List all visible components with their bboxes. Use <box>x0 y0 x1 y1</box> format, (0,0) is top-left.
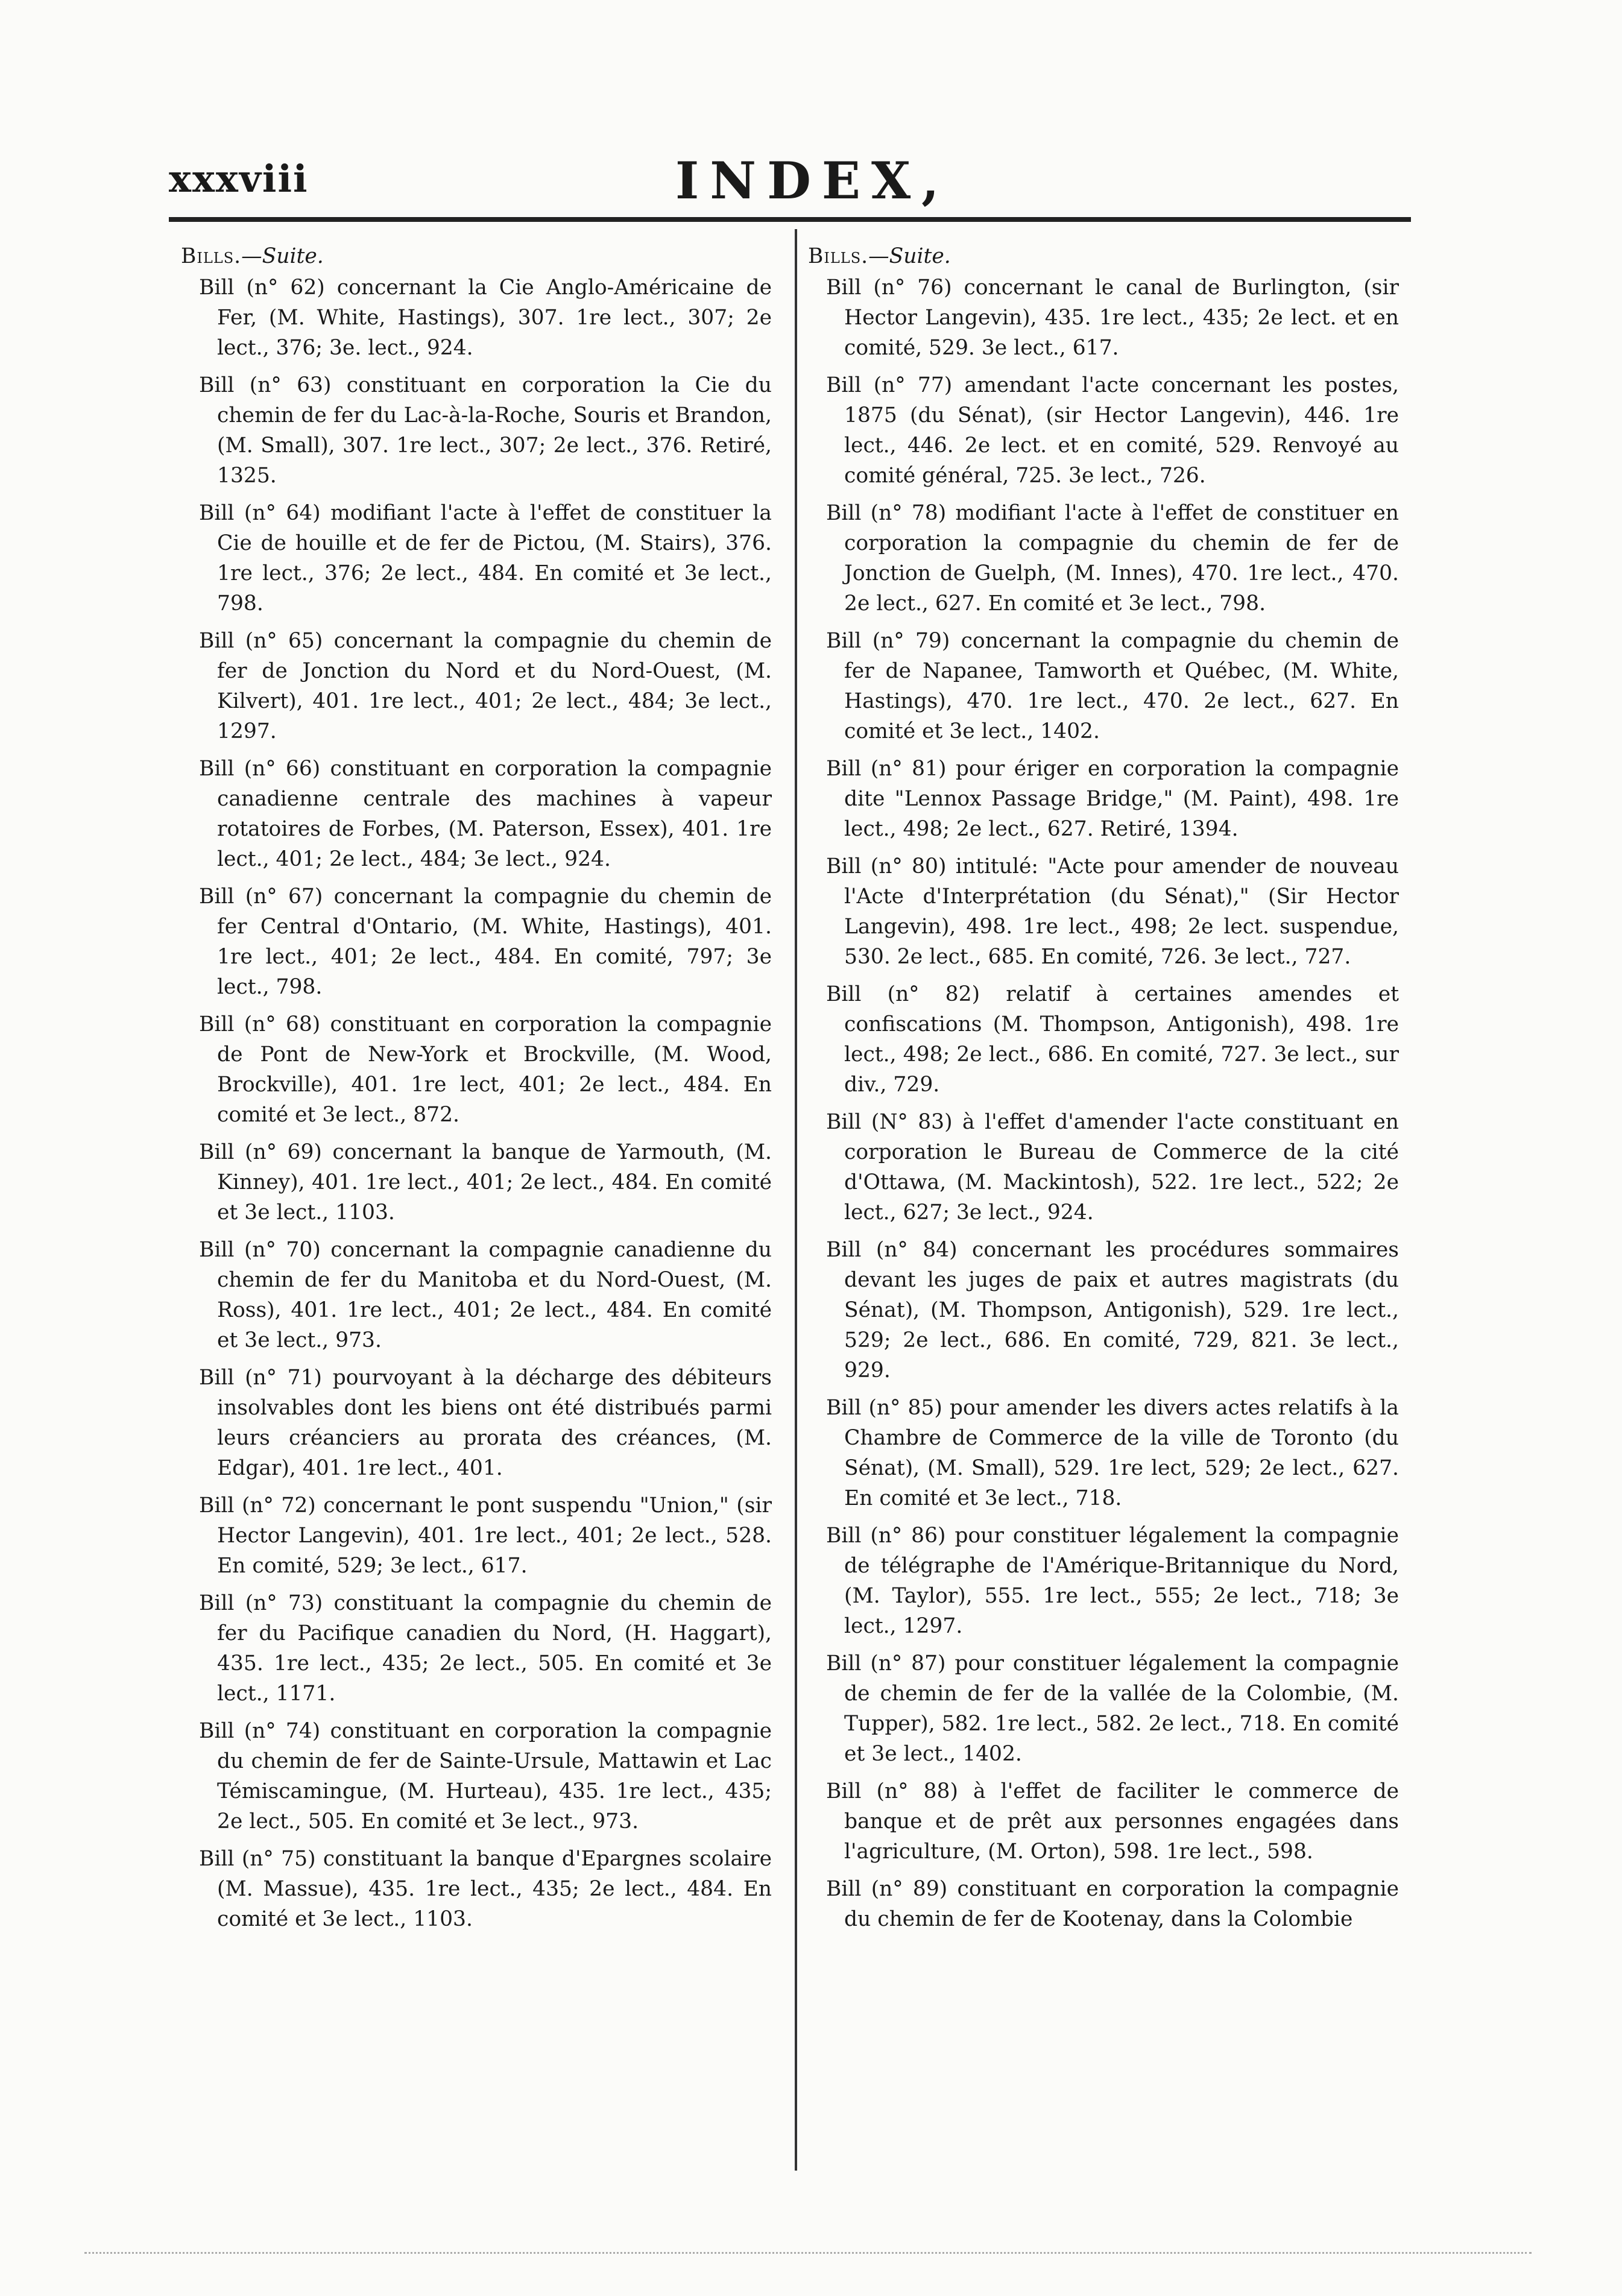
right-column <box>808 241 1399 1941</box>
index-entry: Bill (n° 70) concernant la compagnie canadienne du chemin de fer du Manitoba et du Nord-Ouest, (M. Ross), 401. 1re lect., 401; 2e lect., 484. En comité et 3e lect., 973. <box>199 1238 772 1352</box>
index-entry: Bill (n° 84) concernant les procédures sommaires devant les juges de paix et autres magistrats (du Sénat), (M. Thompson, Antigonish), 529. 1re lect., 529; 2e lect., 686. En comité, 729, 821. 3e lect., 929. <box>826 1238 1399 1383</box>
index-entry: Bill (n° 80) intitulé: "Acte pour amender de nouveau l'Acte d'Interprétation (du Sénat)," (Sir Hector Langevin), 498. 1re lect., 498; 2e lect. suspendue, 530. 2e lect., 685. En comité, 726. 3e lect., 727. <box>826 854 1399 969</box>
index-entry: Bill (n° 85) pour amender les divers actes relatifs à la Chambre de Commerce de la ville de Toronto (du Sénat), (M. Small), 529. 1re lect, 529; 2e lect., 627. En comité et 3e lect., 718. <box>826 1396 1399 1510</box>
section-suffix: —Suite. <box>868 244 951 268</box>
index-entry: Bill (n° 76) concernant le canal de Burlington, (sir Hector Langevin), 435. 1re lect., 435; 2e lect. et en comité, 529. 3e lect., 617. <box>826 276 1399 360</box>
page-title: INDEX, <box>675 151 950 210</box>
index-entry: Bill (n° 81) pour ériger en corporation la compagnie dite "Lennox Passage Bridge," (M. Paint), 498. 1re lect., 498; 2e lect., 627. Retiré, 1394. <box>826 757 1399 841</box>
index-entry: Bill (n° 74) constituant en corporation la compagnie du chemin de fer de Sainte-Ursule, Mattawin et Lac Témiscamingue, (M. Hurteau), 435. 1re lect., 435; 2e lect., 505. En comité et 3e lect., 973. <box>199 1719 772 1834</box>
header-rule <box>169 217 1411 222</box>
index-entry: Bill (n° 71) pourvoyant à la décharge des débiteurs insolvables dont les biens ont été distribués parmi leurs créanciers au prorata des créances, (M. Edgar), 401. 1re lect., 401. <box>199 1366 772 1480</box>
section-label: Bills. <box>181 244 242 268</box>
index-entry: Bill (n° 67) concernant la compagnie du chemin de fer Central d'Ontario, (M. White, Hastings), 401. 1re lect., 401; 2e lect., 484. En comité, 797; 3e lect., 798. <box>199 885 772 999</box>
index-entry: Bill (n° 66) constituant en corporation la compagnie canadienne centrale des machines à vapeur rotatoires de Forbes, (M. Paterson, Essex), 401. 1re lect., 401; 2e lect., 484; 3e lect., 924. <box>199 757 772 871</box>
index-entry: Bill (n° 65) concernant la compagnie du chemin de fer de Jonction du Nord et du Nord-Ouest, (M. Kilvert), 401. 1re lect., 401; 2e lect., 484; 3e lect., 1297. <box>199 629 772 743</box>
section-heading <box>808 241 1399 271</box>
index-entry: Bill (N° 83) à l'effet d'amender l'acte constituant en corporation le Bureau de Commerce de la cité d'Ottawa, (M. Mackintosh), 522. 1re lect., 522; 2e lect., 627; 3e lect., 924. <box>826 1110 1399 1225</box>
left-column <box>181 241 772 1941</box>
column-divider <box>795 229 797 2171</box>
index-entry: Bill (n° 89) constituant en corporation la compagnie du chemin de fer de Kootenay, dans la Colombie <box>826 1877 1399 1931</box>
index-entry: Bill (n° 77) amendant l'acte concernant les postes, 1875 (du Sénat), (sir Hector Langevin), 446. 1re lect., 446. 2e lect. et en comité, 529. Renvoyé au comité général, 725. 3e lect., 726. <box>826 373 1399 488</box>
index-entry: Bill (n° 69) concernant la banque de Yarmouth, (M. Kinney), 401. 1re lect., 401; 2e lect., 484. En comité et 3e lect., 1103. <box>199 1140 772 1225</box>
section-heading <box>181 241 772 271</box>
section-suffix: —Suite. <box>241 244 324 268</box>
index-entry: Bill (n° 62) concernant la Cie Anglo-Américaine de Fer, (M. White, Hastings), 307. 1re lect., 307; 2e lect., 376; 3e. lect., 924. <box>199 276 772 360</box>
index-entry: Bill (n° 72) concernant le pont suspendu "Union," (sir Hector Langevin), 401. 1re lect., 401; 2e lect., 528. En comité, 529; 3e lect., 617. <box>199 1493 772 1578</box>
index-entry: Bill (n° 79) concernant la compagnie du chemin de fer de Napanee, Tamworth et Québec, (M. White, Hastings), 470. 1re lect., 470. 2e lect., 627. En comité et 3e lect., 1402. <box>826 629 1399 743</box>
index-entry: Bill (n° 64) modifiant l'acte à l'effet de constituer la Cie de houille et de fer de Pictou, (M. Stairs), 376. 1re lect., 376; 2e lect., 484. En comité et 3e lect., 798. <box>199 501 772 616</box>
index-entry: Bill (n° 87) pour constituer légalement la compagnie de chemin de fer de la vallée de la Colombie, (M. Tupper), 582. 1re lect., 582. 2e lect., 718. En comité et 3e lect., 1402. <box>826 1651 1399 1766</box>
index-entry: Bill (n° 75) constituant la banque d'Epargnes scolaire (M. Massue), 435. 1re lect., 435; 2e lect., 484. En comité et 3e lect., 1103. <box>199 1847 772 1931</box>
index-entry: Bill (n° 73) constituant la compagnie du chemin de fer du Pacifique canadien du Nord, (H. Haggart), 435. 1re lect., 435; 2e lect., 505. En comité et 3e lect., 1171. <box>199 1591 772 1706</box>
index-entry: Bill (n° 86) pour constituer légalement la compagnie de télégraphe de l'Amérique-Britannique du Nord, (M. Taylor), 555. 1re lect., 555; 2e lect., 718; 3e lect., 1297. <box>826 1524 1399 1638</box>
footer-rule <box>84 2252 1532 2254</box>
section-label: Bills. <box>808 244 869 268</box>
index-entry: Bill (n° 82) relatif à certaines amendes et confiscations (M. Thompson, Antigonish), 498. 1re lect., 498; 2e lect., 686. En comité, 727. 3e lect., sur div., 729. <box>826 982 1399 1097</box>
entry-list <box>808 273 1399 1934</box>
page-number: xxxviii <box>169 157 309 201</box>
index-entry: Bill (n° 88) à l'effet de faciliter le commerce de banque et de prêt aux personnes engagées dans l'agriculture, (M. Orton), 598. 1re lect., 598. <box>826 1779 1399 1864</box>
entry-list <box>181 273 772 1934</box>
index-entry: Bill (n° 68) constituant en corporation la compagnie de Pont de New-York et Brockville, (M. Wood, Brockville), 401. 1re lect, 401; 2e lect., 484. En comité et 3e lect., 872. <box>199 1012 772 1127</box>
index-entry: Bill (n° 78) modifiant l'acte à l'effet de constituer en corporation la compagnie du chemin de fer de Jonction de Guelph, (M. Innes), 470. 1re lect., 470. 2e lect., 627. En comité et 3e lect., 798. <box>826 501 1399 616</box>
index-entry: Bill (n° 63) constituant en corporation la Cie du chemin de fer du Lac-à-la-Roche, Souris et Brandon, (M. Small), 307. 1re lect., 307; 2e lect., 376. Retiré, 1325. <box>199 373 772 488</box>
page-header <box>169 151 1411 217</box>
